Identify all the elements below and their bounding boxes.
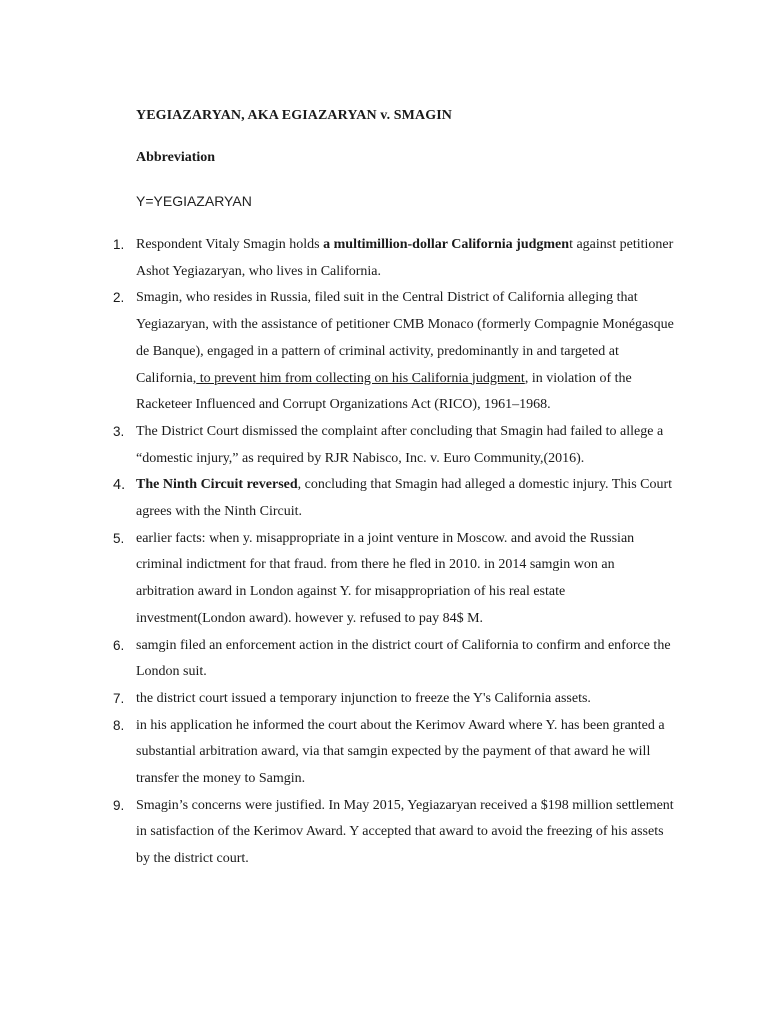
list-item (0, 633, 768, 686)
abbreviation-line: Y=YEGIAZARYAN (136, 193, 252, 209)
list-item (0, 285, 768, 419)
list-number: 6. (113, 637, 125, 653)
item-text: Smagin, who resides in Russia, filed suit in the Central District of California alleging that Yegiazaryan, with the assistance of petitioner CMB Monaco (formerly Compagnie Monégasque de Banque), engaged in a pattern of criminal activity, predominantly in and targeted at California, (136, 290, 674, 386)
section-heading: Abbreviation (136, 150, 216, 165)
list-number: 1. (113, 237, 125, 252)
item-text: , in violation of the Racketeer Influenced and Corrupt Organizations Act (RICO), 1961–1968. (136, 370, 632, 413)
item-text: Smagin’s concerns were justified. In May 2015, Yegiazaryan received a $198 million settlement in satisfaction of the Kerimov Award. Y accepted that award to avoid the freezing of his assets by the district court. (136, 797, 674, 867)
list-item (0, 526, 768, 633)
item-text: The District Court dismissed the complaint after concluding that Smagin had failed to allege a “domestic injury,” as required by RJR Nabisco, Inc. v. Euro Community,(2016). (136, 423, 664, 466)
item-text: earlier facts: when y. misappropriate in a joint venture in Moscow. and avoid the Russian criminal indictment for that fraud. from there he fled in 2010. in 2014 samgin won an arbitration award in London against Y. for misappropriation of his real estate investment(London award). however y. refused to pay 84$ M. (136, 530, 635, 626)
numbered-list (0, 232, 768, 873)
list-number: 9. (113, 797, 125, 813)
item-text: Respondent Vitaly Smagin holds (136, 237, 324, 252)
item-text-underlined: to prevent him from collecting on his California judgment (196, 370, 525, 386)
list-number: 3. (113, 423, 125, 439)
list-item (0, 472, 768, 525)
list-number: 8. (113, 717, 125, 733)
item-text: samgin filed an enforcement action in the district court of California to confirm and enforce the London suit. (136, 637, 671, 680)
item-text-bold: The Ninth Circuit reversed (136, 477, 298, 493)
item-text-bold: a multimillion-dollar California judgmen (323, 237, 570, 252)
list-item (0, 686, 768, 713)
list-item (0, 793, 768, 873)
document-title: YEGIAZARYAN, AKA EGIAZARYAN v. SMAGIN (136, 108, 452, 123)
item-text: the district court issued a temporary injunction to freeze the Y's California assets. (136, 690, 591, 706)
item-text: t against petitioner Ashot Yegiazaryan, who lives in California. (136, 237, 674, 279)
list-number: 4. (113, 477, 126, 494)
list-item (0, 419, 768, 472)
item-text: , concluding that Smagin had alleged a domestic injury. This Court agrees with the Ninth Circuit. (136, 477, 673, 520)
list-item (0, 232, 768, 285)
list-number: 2. (113, 290, 125, 306)
list-number: 7. (113, 690, 125, 706)
list-item (0, 713, 768, 793)
list-number: 5. (113, 530, 125, 546)
item-text: in his application he informed the court about the Kerimov Award where Y. has been granted a substantial arbitration award, via that samgin expected by the payment of that award he will transfer the money to Samgin. (136, 717, 665, 787)
